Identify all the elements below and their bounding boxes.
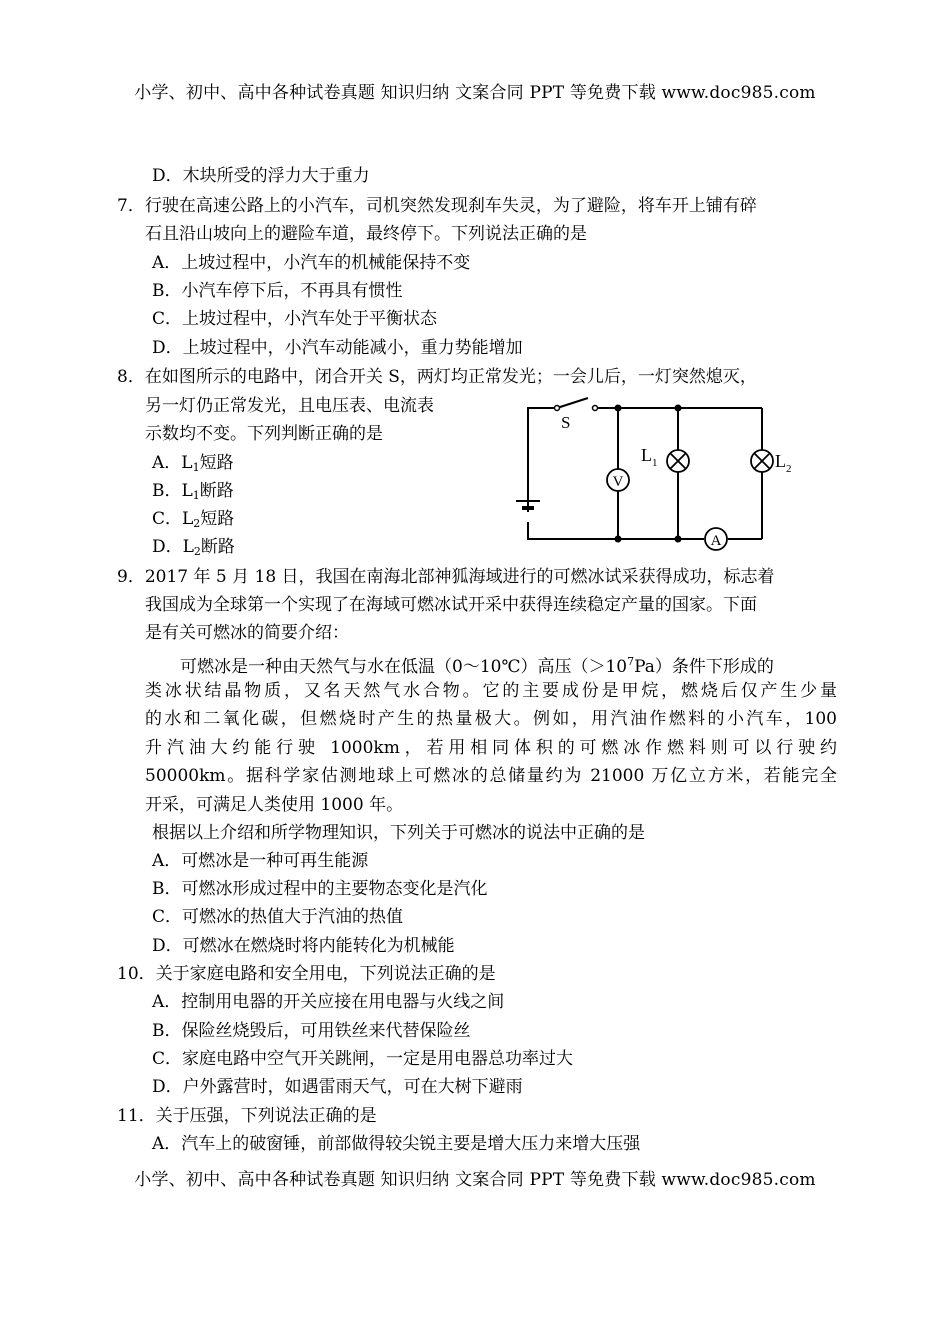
q10-stem: 10．关于家庭电路和安全用电，下列说法正确的是 bbox=[117, 964, 496, 984]
q9-option-d: D．可燃冰在燃烧时将内能转化为机械能 bbox=[152, 936, 455, 956]
q9-passage-line5: 50000km。据科学家估测地球上可燃冰的总储量约为 21000 万亿立方米，若能完全 bbox=[145, 766, 837, 786]
q7-option-a: A．上坡过程中，小汽车的机械能保持不变 bbox=[152, 253, 471, 273]
q9-passage-line2: 类冰状结晶物质，又名天然气水合物。它的主要成份是甲烷，燃烧后仅产生少量 bbox=[145, 681, 837, 701]
lamp-l1-icon bbox=[667, 450, 689, 472]
q9-stem-line2: 我国成为全球第一个实现了在海域可燃冰试开采中获得连续稳定产量的国家。下面 bbox=[145, 595, 757, 615]
q8-stem-line2: 另一灯仍正常发光，且电压表、电流表 bbox=[145, 396, 434, 416]
q9-option-c: C．可燃冰的热值大于汽油的热值 bbox=[152, 907, 404, 927]
switch-contact-left bbox=[555, 406, 560, 411]
q8-option-c: C．$L_2$短路 bbox=[152, 509, 235, 530]
q9-passage-line4: 升汽油大约能行驶 1000km，若用相同体积的可燃冰作燃料则可以行驶约 bbox=[145, 738, 837, 758]
q7-option-b: B．小汽车停下后，不再具有惯性 bbox=[152, 281, 403, 301]
switch-label: S bbox=[561, 413, 571, 432]
junction-top-l1 bbox=[675, 405, 682, 412]
junction-top-v bbox=[615, 405, 622, 412]
junction-bottom-l1 bbox=[675, 536, 682, 543]
q7-stem-line1: 7．行驶在高速公路上的小汽车，司机突然发现刹车失灵，为了避险，将车开上铺有碎 bbox=[117, 196, 757, 216]
switch-blade bbox=[557, 398, 588, 408]
q10-option-c: C．家庭电路中空气开关跳闸，一定是用电器总功率过大 bbox=[152, 1049, 574, 1069]
q8-stem-line1: 8．在如图所示的电路中，闭合开关 S，两灯均正常发光；一会儿后，一灯突然熄灭， bbox=[117, 367, 757, 387]
lamp-l2-icon bbox=[751, 450, 773, 472]
q9-stem-line3: 是有关可燃冰的简要介绍： bbox=[145, 623, 349, 643]
lamp-l2-label: $L_2$ bbox=[775, 451, 792, 475]
lamp-l1-label: $L_1$ bbox=[641, 445, 658, 469]
q11-stem: 11．关于压强，下列说法正确的是 bbox=[117, 1106, 377, 1126]
q10-option-b: B．保险丝烧毁后，可用铁丝来代替保险丝 bbox=[152, 1021, 471, 1041]
q10-option-d: D．户外露营时，如遇雷雨天气，可在大树下避雨 bbox=[152, 1077, 523, 1097]
q7-option-d: D．上坡过程中，小汽车动能减小，重力势能增加 bbox=[152, 338, 523, 358]
q10-option-a: A．控制用电器的开关应接在用电器与火线之间 bbox=[152, 992, 505, 1012]
q9-option-b: B．可燃冰形成过程中的主要物态变化是汽化 bbox=[152, 879, 488, 899]
q8-option-a: A．$L_1$短路 bbox=[152, 453, 234, 474]
wire-left-top bbox=[528, 408, 557, 512]
q11-option-a: A．汽车上的破窗锤，前部做得较尖锐主要是增大压力来增大压强 bbox=[152, 1134, 641, 1154]
header-banner: 小学、初中、高中各种试卷真题 知识归纳 文案合同 PPT 等免费下载 www.doc985.com bbox=[134, 83, 816, 103]
q7-option-c: C．上坡过程中，小汽车处于平衡状态 bbox=[152, 309, 438, 329]
circuit-diagram bbox=[505, 395, 805, 555]
q9-question: 根据以上介绍和所学物理知识，下列关于可燃冰的说法中正确的是 bbox=[152, 823, 645, 843]
q8-option-d: D．$L_2$断路 bbox=[152, 537, 235, 558]
q7-stem-line2: 石且沿山坡向上的避险车道，最终停下。下列说法正确的是 bbox=[145, 224, 587, 244]
footer-banner: 小学、初中、高中各种试卷真题 知识归纳 文案合同 PPT 等免费下载 www.doc985.com bbox=[134, 1170, 816, 1190]
q9-passage-line1: 可燃冰是一种由天然气与水在低温（0～10℃）高压$(>10^7Pa)$条件下形成的 bbox=[180, 655, 774, 677]
q6-option-d: D．木块所受的浮力大于重力 bbox=[152, 166, 370, 186]
q9-option-a: A．可燃冰是一种可再生能源 bbox=[152, 851, 369, 871]
q9-passage-line3: 的水和二氧化碳，但燃烧时产生的热量极大。例如，用汽油作燃料的小汽车，100 bbox=[145, 709, 837, 729]
junction-bottom-v bbox=[615, 536, 622, 543]
q8-option-b: B．$L_1$断路 bbox=[152, 481, 234, 502]
ammeter-label: A bbox=[710, 533, 722, 549]
switch-contact-right bbox=[593, 406, 598, 411]
voltmeter-label: V bbox=[612, 474, 624, 490]
q9-passage-line6: 开采，可满足人类使用 1000 年。 bbox=[145, 795, 404, 815]
q9-stem-line1: 9．2017 年 5 月 18 日，我国在南海北部神狐海域进行的可燃冰试采获得成功，标志着 bbox=[117, 567, 775, 587]
q8-stem-line3: 示数均不变。下列判断正确的是 bbox=[145, 424, 383, 444]
